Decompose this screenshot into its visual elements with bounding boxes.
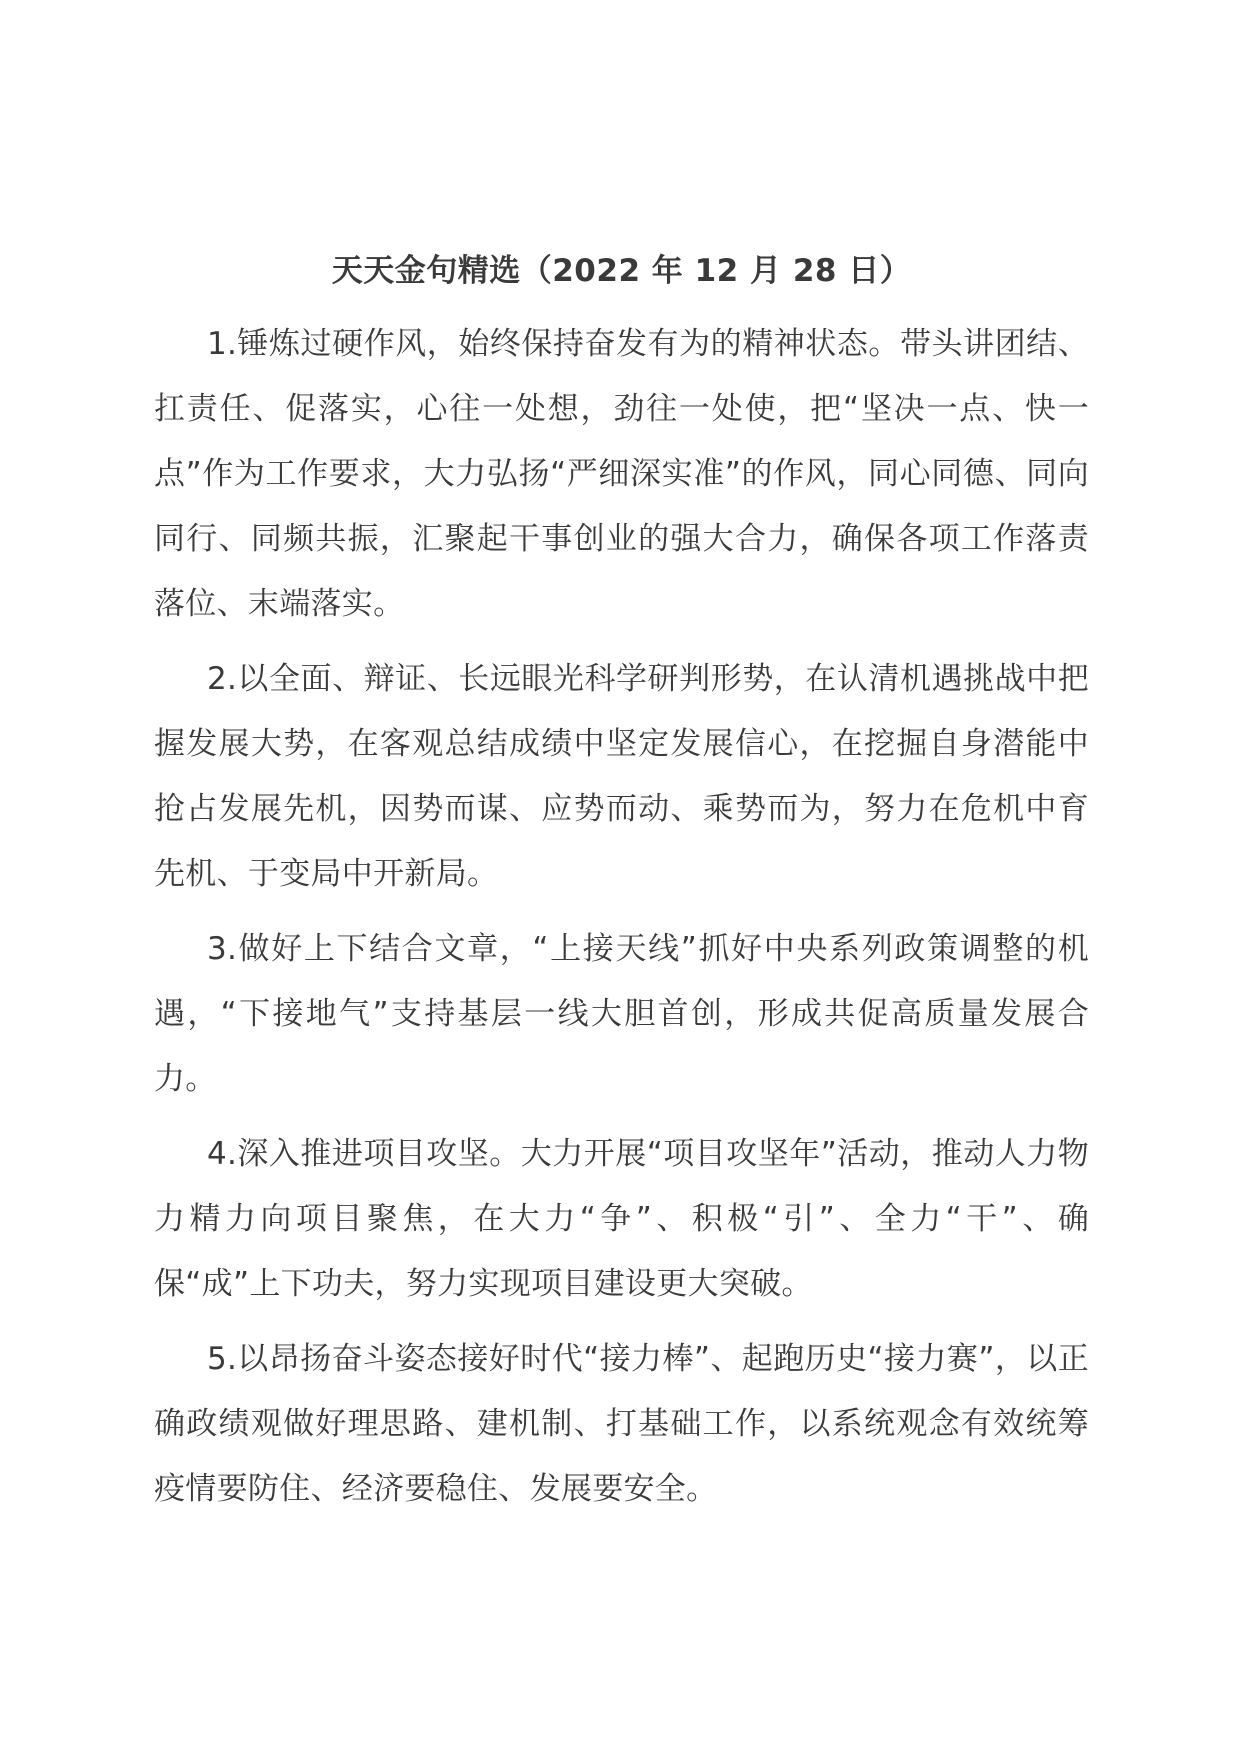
- paragraph-5: 5.以昂扬奋斗姿态接好时代“接力棒”、起跑历史“接力赛”，以正确政绩观做好理思路、建机制、打基础工作，以系统观念有效统筹疫情要防住、经济要稳住、发展要安全。: [154, 1341, 1089, 1507]
- paragraph-2: 2.以全面、辩证、长远眼光科学研判形势，在认清机遇挑战中把握发展大势，在客观总结成绩中坚定发展信心，在挖掘自身潜能中抢占发展先机，因势而谋、应势而动、乘势而为，努力在危机中育先机、于变局中开新局。: [154, 661, 1089, 892]
- paragraph-3: 3.做好上下结合文章，“上接天线”抓好中央系列政策调整的机遇，“下接地气”支持基层一线大胆首创，形成共促高质量发展合力。: [154, 931, 1089, 1097]
- document-page: [154, 246, 1089, 1532]
- paragraph-4: 4.深入推进项目攻坚。大力开展“项目攻坚年”活动，推动人力物力精力向项目聚焦，在大力“争”、积极“引”、全力“干”、确保“成”上下功夫，努力实现项目建设更大突破。: [154, 1136, 1089, 1302]
- paragraph-1: 1.锤炼过硬作风，始终保持奋发有为的精神状态。带头讲团结、扛责任、促落实，心往一处想，劲往一处使，把“坚决一点、快一点”作为工作要求，大力弘扬“严细深实准”的作风，同心同德、同向同行、同频共振，汇聚起干事创业的强大合力，确保各项工作落责落位、末端落实。: [154, 326, 1089, 622]
- document-title: 天天金句精选（2022 年 12 月 28 日）: [331, 253, 912, 289]
